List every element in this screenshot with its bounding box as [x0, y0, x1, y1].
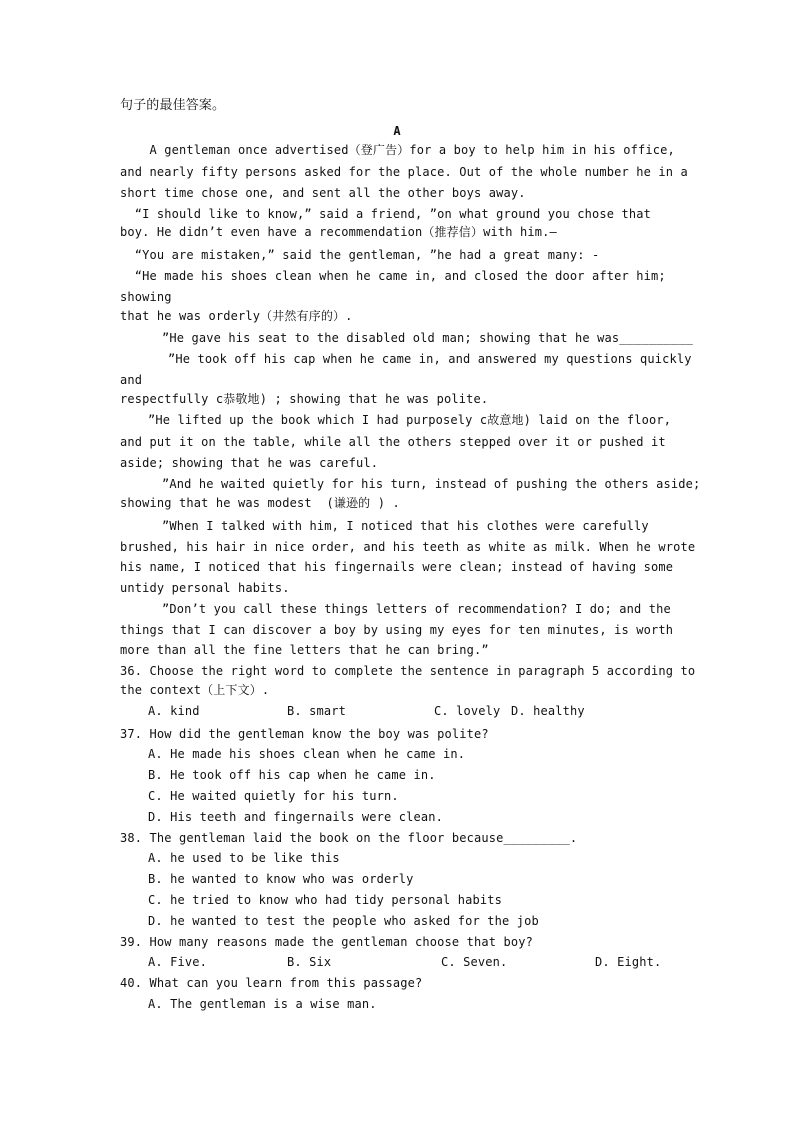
- passage-line: and put it on the table, while all the others stepped over it or pushed it: [120, 435, 666, 449]
- question-36-option-a: A. kind: [148, 704, 200, 718]
- question-38-option-a: A. he used to be like this: [148, 851, 340, 865]
- passage-line: short time chose one, and sent all the other boys away.: [120, 186, 526, 200]
- passage-line: showing that he was modest (谦逊的 ) .: [120, 496, 400, 510]
- question-39-stem: 39. How many reasons made the gentleman choose that boy?: [120, 935, 533, 949]
- passage-line: ”He lifted up the book which I had purposely c故意地) laid on the floor,: [148, 413, 672, 427]
- passage-line: and: [120, 373, 143, 387]
- question-37-stem: 37. How did the gentleman know the boy was polite?: [120, 727, 489, 741]
- question-37-option-a: A. He made his shoes clean when he came in.: [148, 747, 466, 761]
- passage-line: “I should like to know,” said a friend, ”on what ground you chose that: [120, 207, 651, 221]
- passage-line: more than all the fine letters that he can bring.”: [120, 643, 489, 657]
- question-36-option-c: C. lovely: [434, 704, 501, 718]
- passage-line: that he was orderly（井然有序的）.: [120, 309, 353, 323]
- passage-line: A gentleman once advertised（登广告）for a boy to help him in his office,: [120, 143, 675, 157]
- passage-line: boy. He didn’t even have a recommendation（推荐信）with him.—: [120, 225, 557, 239]
- question-36-stem: 36. Choose the right word to complete the sentence in paragraph 5 according to: [120, 664, 696, 678]
- question-38-option-d: D. he wanted to test the people who asked for the job: [148, 914, 539, 928]
- passage-line: “You are mistaken,” said the gentleman, ”he had a great many: -: [120, 248, 600, 262]
- question-37-option-d: D. His teeth and fingernails were clean.: [148, 810, 443, 824]
- passage-line: ”He took off his cap when he came in, and answered my questions quickly: [168, 352, 692, 366]
- passage-line: and nearly fifty persons asked for the place. Out of the whole number he in a: [120, 165, 688, 179]
- passage-line: brushed, his hair in nice order, and his teeth as white as milk. When he wrote: [120, 540, 696, 554]
- question-39-option-d: D. Eight.: [595, 955, 662, 969]
- passage-line: ”Don’t you call these things letters of recommendation? I do; and the: [162, 602, 671, 616]
- question-39-option-b: B. Six: [287, 955, 332, 969]
- passage-line: untidy personal habits.: [120, 581, 290, 595]
- question-40-stem: 40. What can you learn from this passage?: [120, 976, 423, 990]
- passage-line: ”And he waited quietly for his turn, instead of pushing the others aside;: [162, 477, 701, 491]
- question-39-option-c: C. Seven.: [441, 955, 508, 969]
- passage-line: respectfully c恭敬地) ; showing that he was polite.: [120, 392, 489, 406]
- question-38-option-b: B. he wanted to know who was orderly: [148, 872, 414, 886]
- section-label: A: [393, 124, 401, 138]
- question-38-stem: 38. The gentleman laid the book on the floor because_________.: [120, 831, 578, 845]
- header-fragment: 句子的最佳答案。: [120, 98, 226, 113]
- passage-line: things that I can discover a boy by using my eyes for ten minutes, is worth: [120, 623, 674, 637]
- passage-line: showing: [120, 290, 172, 304]
- question-37-option-b: B. He took off his cap when he came in.: [148, 768, 436, 782]
- question-37-option-c: C. He waited quietly for his turn.: [148, 789, 399, 803]
- question-39-option-a: A. Five.: [148, 955, 207, 969]
- question-36-option-b: B. smart: [287, 704, 346, 718]
- passage-line: ”When I talked with him, I noticed that his clothes were carefully: [162, 519, 649, 533]
- question-40-option-a: A. The gentleman is a wise man.: [148, 997, 377, 1011]
- question-36-option-d: D. healthy: [511, 704, 585, 718]
- question-38-option-c: C. he tried to know who had tidy personal habits: [148, 893, 502, 907]
- question-36-stem-cont: the context（上下文）.: [120, 683, 270, 697]
- passage-line: ”He gave his seat to the disabled old man; showing that he was__________: [162, 331, 693, 345]
- passage-line: his name, I noticed that his fingernails were clean; instead of having some: [120, 560, 674, 574]
- passage-line: “He made his shoes clean when he came in, and closed the door after him;: [120, 269, 666, 283]
- passage-line: aside; showing that he was careful.: [120, 456, 379, 470]
